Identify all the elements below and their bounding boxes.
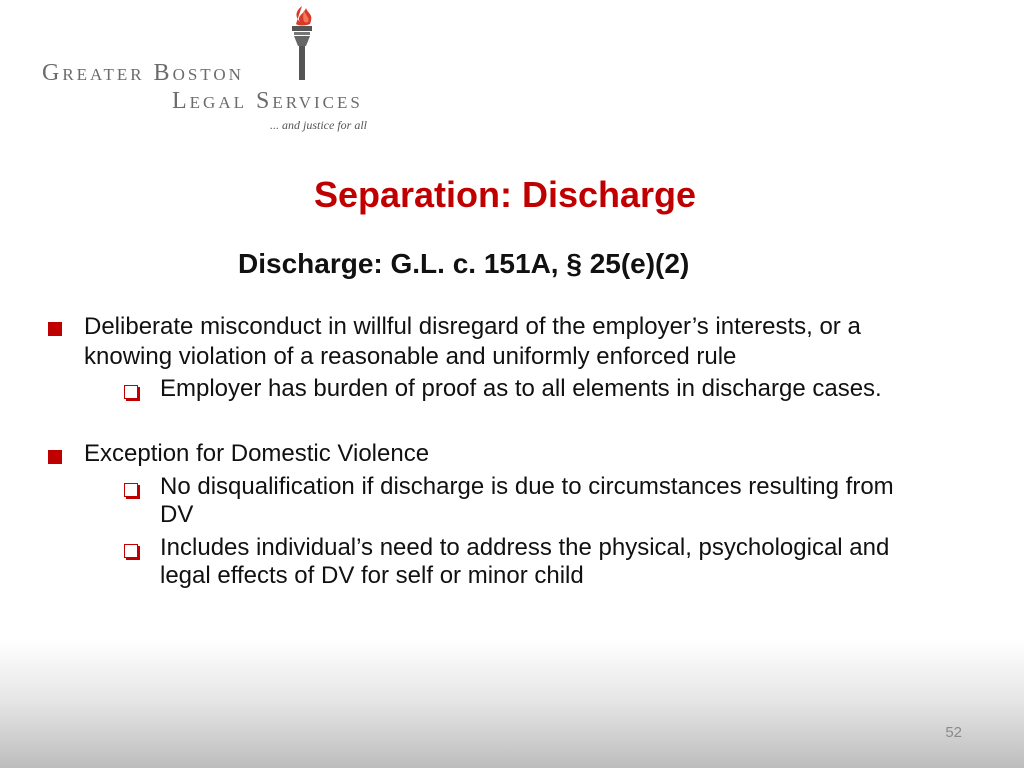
red-square-bullet-icon — [48, 450, 62, 464]
bullet-1-line1: Deliberate misconduct in willful disregard of the employer’s interests, or a — [84, 313, 861, 340]
subbullet-2-1-line2: DV — [160, 501, 194, 528]
slide-subtitle: Discharge: G.L. c. 151A, § 25(e)(2) — [238, 248, 690, 279]
org-name-line2: Legal Services — [172, 88, 363, 114]
bullet-1-line2: knowing violation of a reasonable and uniformly enforced rule — [84, 343, 737, 370]
tagline: ... and justice for all — [270, 118, 367, 132]
logo — [40, 4, 400, 136]
hollow-square-bullet-icon — [124, 483, 138, 497]
torch-icon — [284, 4, 320, 82]
slide-title: Separation: Discharge — [313, 174, 697, 215]
red-square-bullet-icon — [48, 322, 62, 336]
subbullet-2-2-line1: Includes individual’s need to address the physical, psychological and — [160, 534, 890, 561]
org-name-line1: Greater Boston — [42, 60, 244, 86]
subbullet-2-1-line1: No disqualification if discharge is due to circumstances resulting from — [160, 473, 894, 500]
page-number: 52 — [945, 724, 962, 741]
hollow-square-bullet-icon — [124, 544, 138, 558]
subbullet-2-2-line2: legal effects of DV for self or minor child — [160, 562, 584, 589]
bullet-2-line1: Exception for Domestic Violence — [84, 440, 430, 467]
hollow-square-bullet-icon — [124, 385, 138, 399]
subbullet-1-1: Employer has burden of proof as to all elements in discharge cases. — [160, 375, 882, 402]
